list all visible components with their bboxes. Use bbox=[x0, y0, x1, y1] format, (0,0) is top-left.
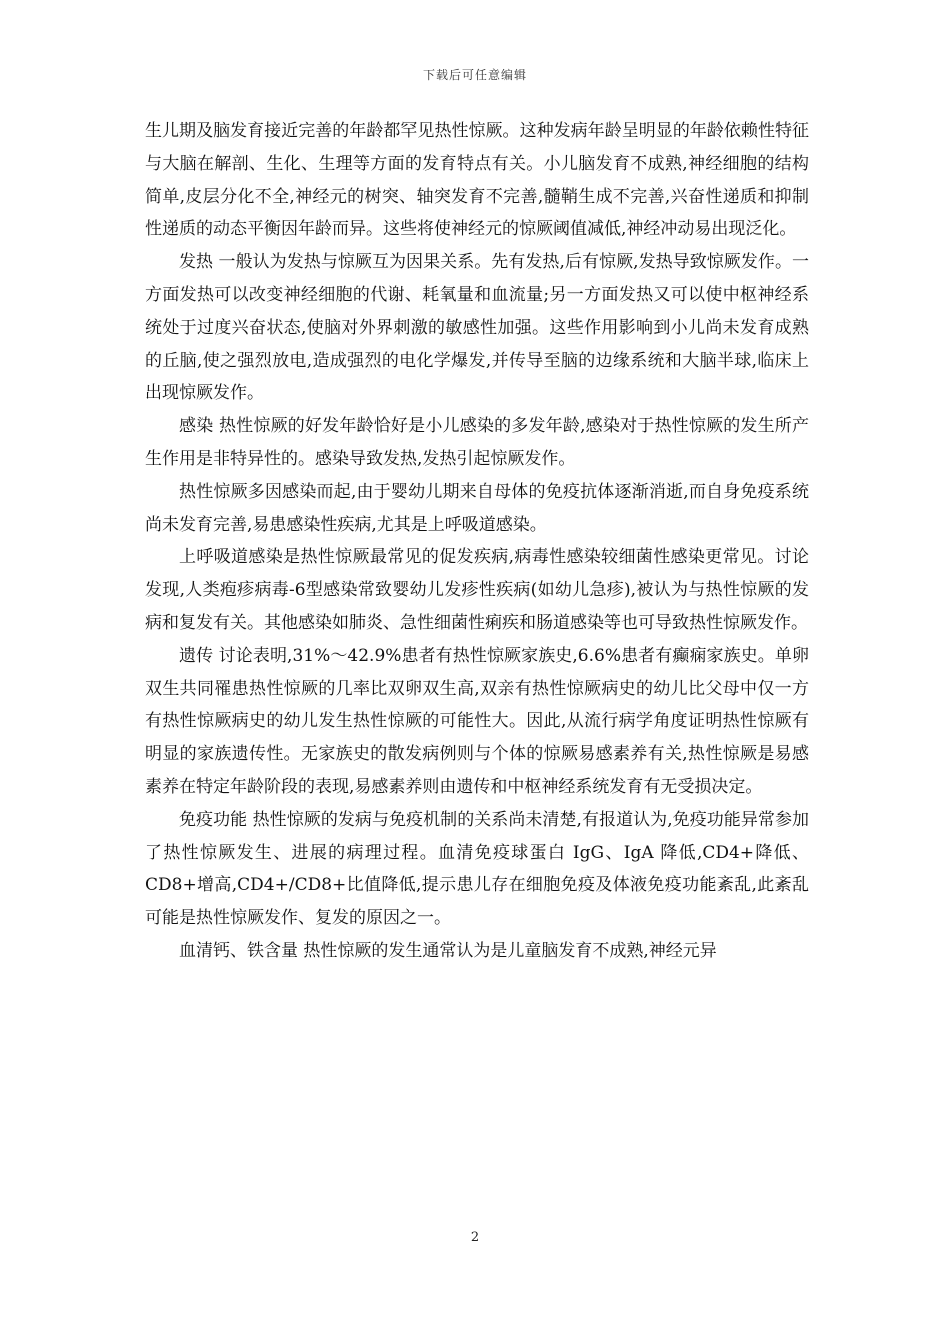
document-body bbox=[145, 115, 809, 968]
paragraph-infection: 感染 热性惊厥的好发年龄恰好是小儿感染的多发年龄,感染对于热性惊厥的发生所产生作用是非特异性的。感染导致发热,发热引起惊厥发作。 bbox=[145, 416, 809, 469]
paragraph-serum-calcium-iron: 血清钙、铁含量 热性惊厥的发生通常认为是儿童脑发育不成熟,神经元异 bbox=[179, 940, 717, 961]
paragraph-infection-cause: 热性惊厥多因感染而起,由于婴幼儿期来自母体的免疫抗体逐渐消逝,而自身免疫系统尚未发育完善,易患感染性疾病,尤其是上呼吸道感染。 bbox=[145, 481, 809, 535]
paragraph-respiratory-infection: 上呼吸道感染是热性惊厥最常见的促发疾病,病毒性感染较细菌性感染更常见。讨论发现,人类疱疹病毒-6型感染常致婴幼儿发疹性疾病(如幼儿急疹),被认为与热性惊厥的发病和复发有关。其他感染如肺炎、急性细菌性痢疾和肠道感染等也可导致热性惊厥发作。 bbox=[145, 547, 809, 633]
paragraph-heredity: 遗传 讨论表明,31%～42.9%患者有热性惊厥家族史,6.6%患者有癫痫家族史。单卵双生共同罹患热性惊厥的几率比双卵双生高,双亲有热性惊厥病史的幼儿比父母中仅一方有热性惊厥病史的幼儿发生热性惊厥的可能性大。因此,从流行病学角度证明热性惊厥有明显的家族遗传性。无家族史的散发病例则与个体的惊厥易感素养有关,热性惊厥是易感素养在特定年龄阶段的表现,易感素养则由遗传和中枢神经系统发育有无受损决定。 bbox=[145, 645, 809, 797]
paragraph-fever: 发热 一般认为发热与惊厥互为因果关系。先有发热,后有惊厥,发热导致惊厥发作。一方面发热可以改变神经细胞的代谢、耗氧量和血流量;另一方面发热又可以使中枢神经系统处于过度兴奋状态,使脑对外界刺激的敏感性加强。这些作用影响到小儿尚未发育成熟的丘脑,使之强烈放电,造成强烈的电化学爆发,并传导至脑的边缘系统和大脑半球,临床上出现惊厥发作。 bbox=[145, 252, 809, 404]
paragraph-continuation: 生儿期及脑发育接近完善的年龄都罕见热性惊厥。这种发病年龄呈明显的年龄依赖性特征与大脑在解剖、生化、生理等方面的发育特点有关。小儿脑发育不成熟,神经细胞的结构简单,皮层分化不全,神经元的树突、轴突发育不完善,髓鞘生成不完善,兴奋性递质和抑制性递质的动态平衡因年龄而异。这些将使神经元的惊厥阈值减低,神经冲动易出现泛化。 bbox=[145, 121, 809, 240]
page-header: 下载后可任意编辑 bbox=[422, 68, 527, 82]
paragraph-immune-function: 免疫功能 热性惊厥的发病与免疫机制的关系尚未清楚,有报道认为,免疫功能异常参加了热性惊厥发生、进展的病理过程。血清免疫球蛋白 IgG、IgA 降低,CD4+降低、CD8+增高,CD4+/CD8+比值降低,提示患儿存在细胞免疫及体液免疫功能紊乱,此紊乱可能是热性惊厥发作、复发的原因之一。 bbox=[145, 809, 809, 929]
page-number: 2 bbox=[470, 1230, 480, 1245]
